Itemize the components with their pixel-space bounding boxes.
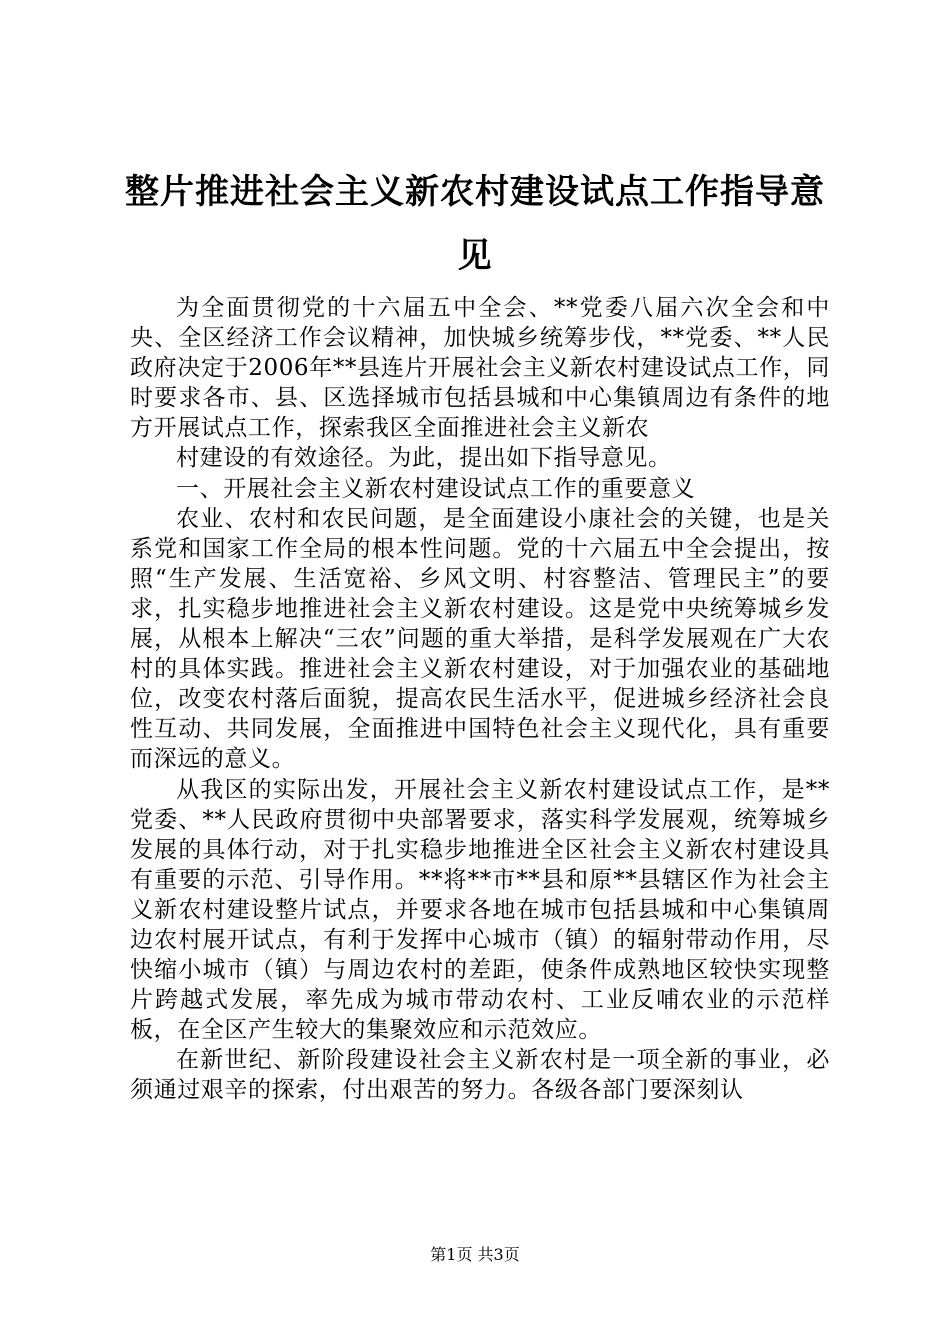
document-title: 整片推进社会主义新农村建设试点工作指导意见 [125, 172, 825, 276]
paragraph-new-era: 在新世纪、新阶段建设社会主义新农村是一项全新的事业，必须通过艰辛的探索，付出艰苦的努力。各级各部门要深刻认 [130, 1047, 830, 1104]
paragraph-intro-continued: 村建设的有效途径。为此，提出如下指导意见。 [176, 445, 672, 472]
paragraph-significance: 农业、农村和农民问题，是全面建设小康社会的关键，也是关系党和国家工作全局的根本性问题。党的十六届五中全会提出，按照“生产发展、生活宽裕、乡风文明、村容整洁、管理民主”的要求，扎实稳步地推进社会主义新农村建设。这是党中央统筹城乡发展，从根本上解决“三农”问题的重大举措，是科学发展观在广大农村的具体实践。推进社会主义新农村建设，对于加强农业的基础地位，改变农村落后面貌，提高农民生活水平，促进城乡经济社会良性互动、共同发展，全面推进中国特色社会主义现代化，具有重要而深远的意义。 [130, 505, 830, 773]
section-heading-1: 一、开展社会主义新农村建设试点工作的重要意义 [176, 475, 696, 502]
page-footer: 第1页 共3页 [430, 1245, 520, 1264]
document-body [130, 293, 830, 1106]
paragraph-regional-practice: 从我区的实际出发，开展社会主义新农村建设试点工作，是**党委、**人民政府贯彻中央部署要求，落实科学发展观，统筹城乡发展的具体行动，对于扎实稳步地推进全区社会主义新农村建设具有重要的示范、引导作用。**将**市**县和原**县辖区作为社会主义新农村建设整片试点，并要求各地在城市包括县城和中心集镇周边农村展开试点，有利于发挥中心城市（镇）的辐射带动作用，尽快缩小城市（镇）与周边农村的差距，使条件成熟地区较快实现整片跨越式发展，率先成为城市带动农村、工业反哺农业的示范样板，在全区产生较大的集聚效应和示范效应。 [130, 776, 830, 1044]
paragraph-intro: 为全面贯彻党的十六届五中全会、**党委八届六次全会和中央、全区经济工作会议精神，加快城乡统筹步伐，**党委、**人民政府决定于2006年**县连片开展社会主义新农村建设试点工作，同时要求各市、县、区选择城市包括县城和中心集镇周边有条件的地方开展试点工作，探索我区全面推进社会主义新农 [130, 295, 830, 442]
